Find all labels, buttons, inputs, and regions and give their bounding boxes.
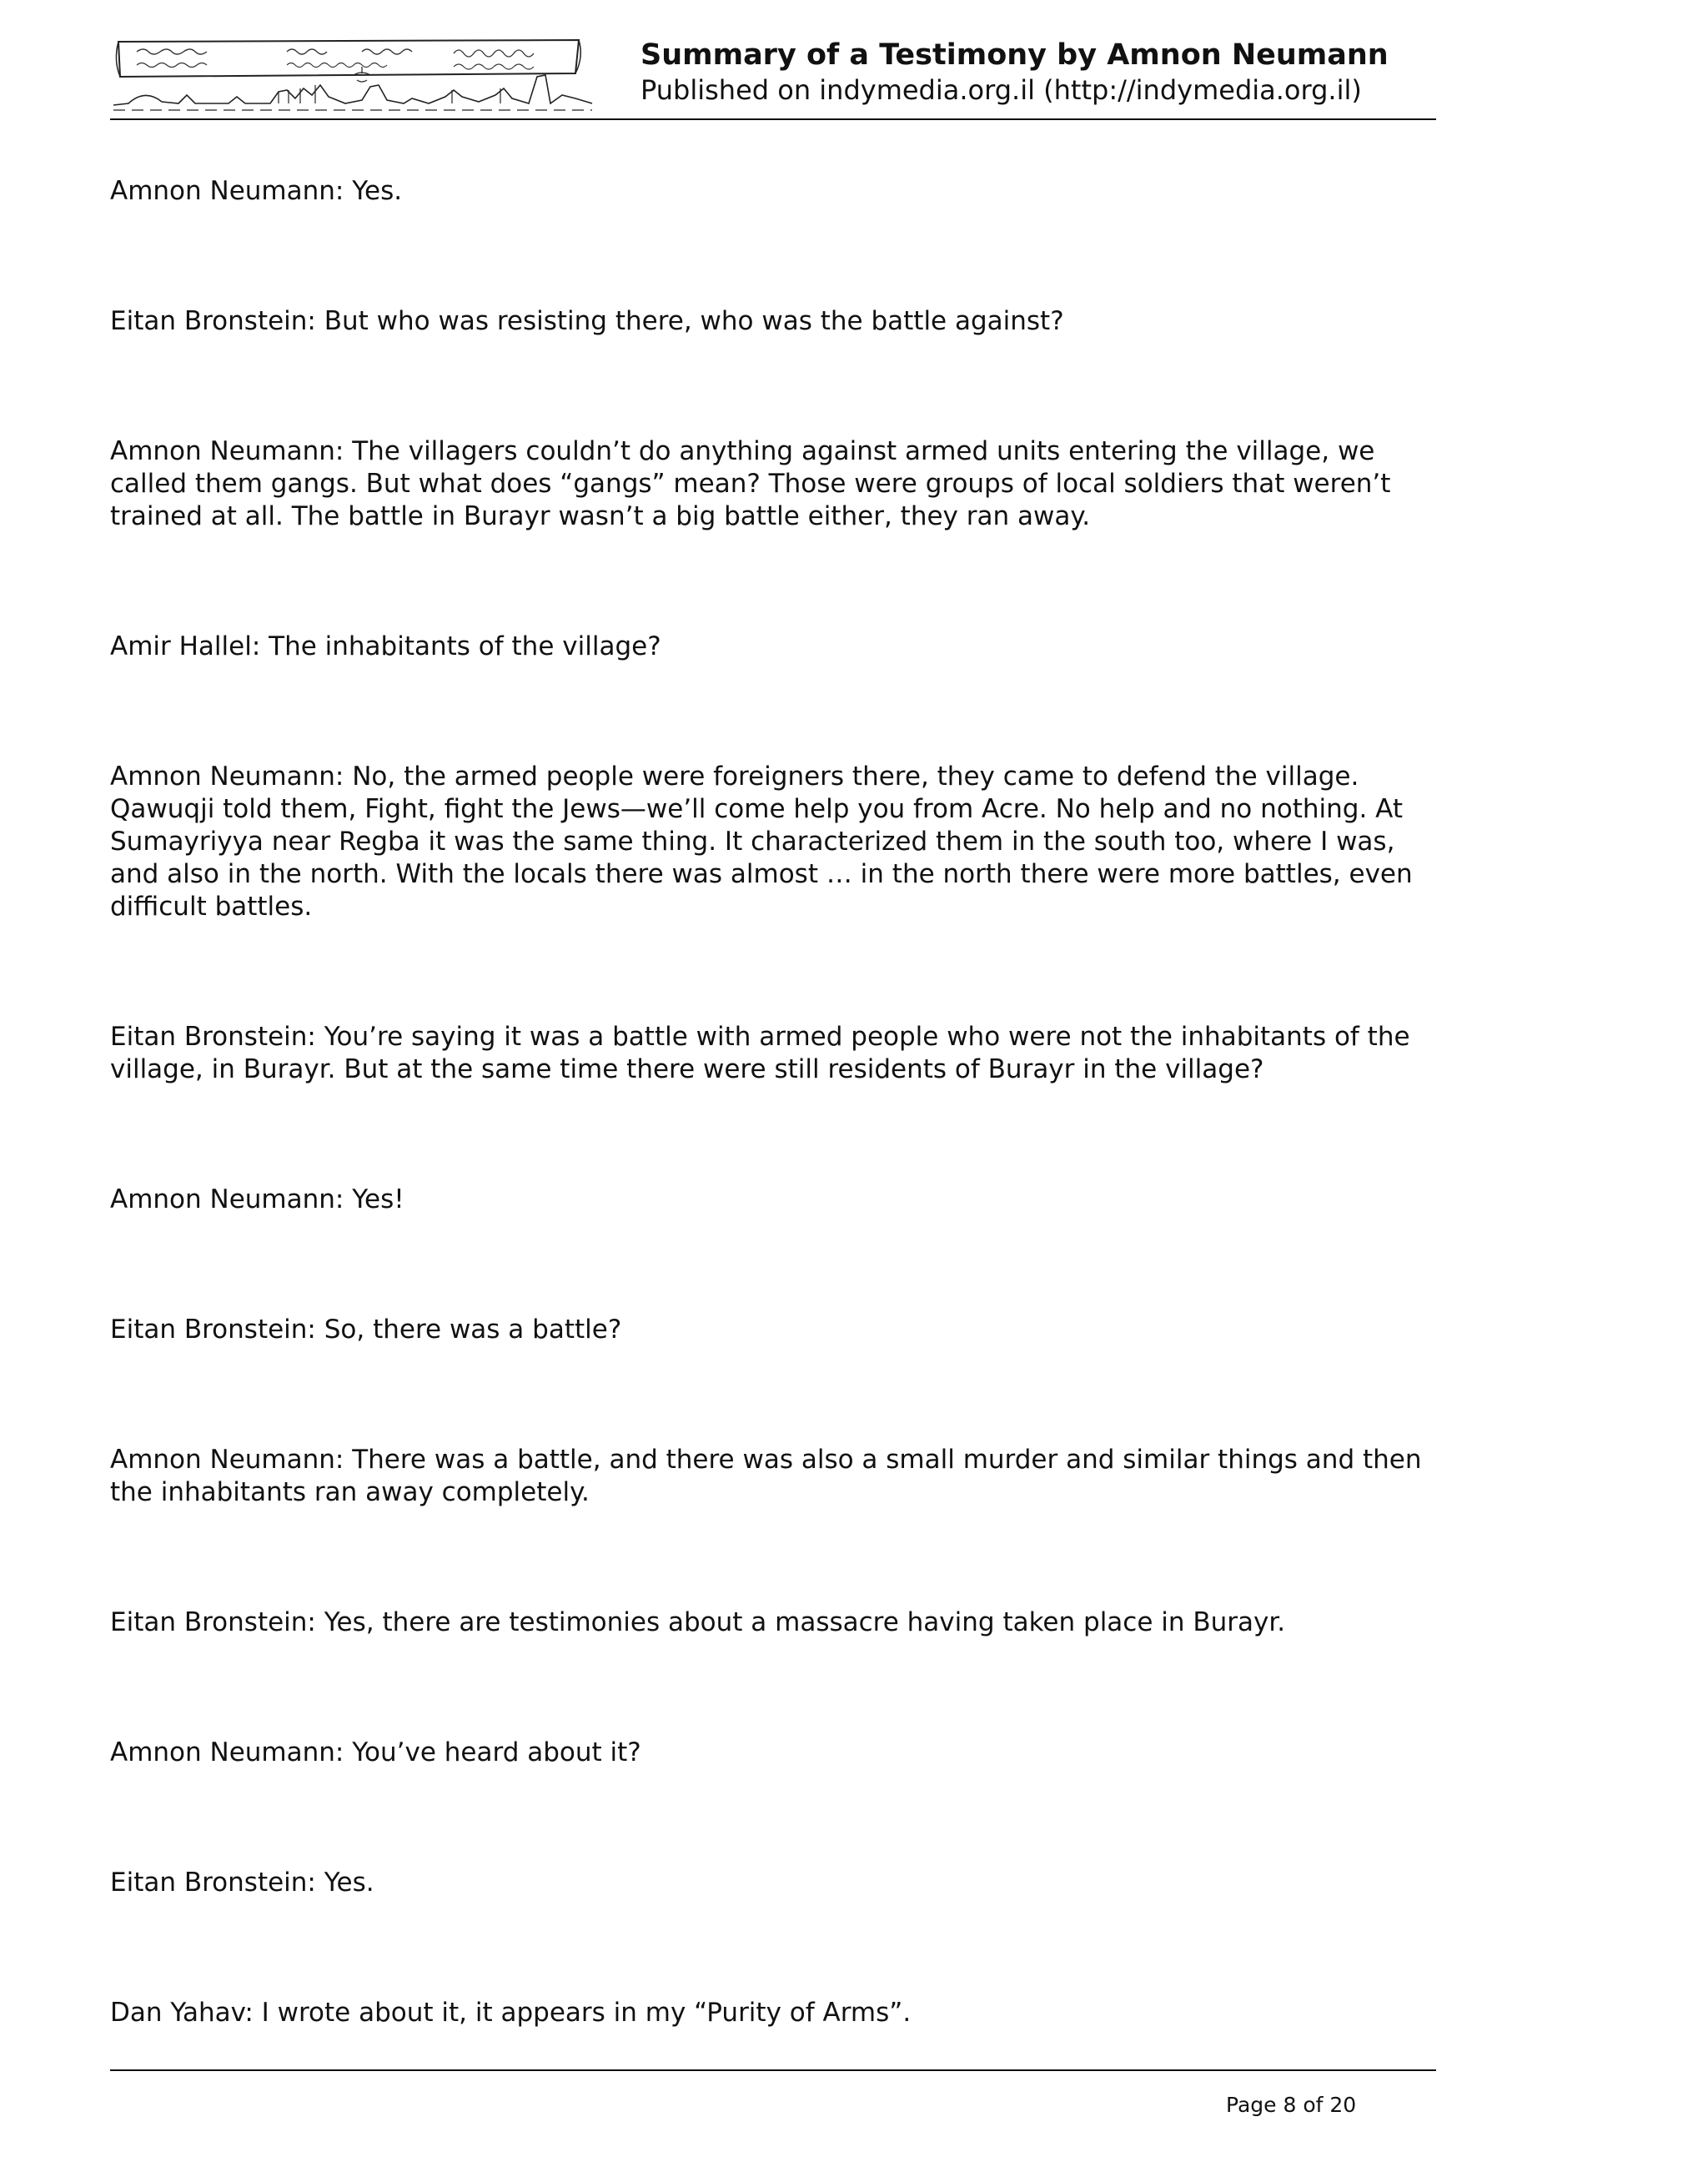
document-title: Summary of a Testimony by Amnon Neumann bbox=[640, 38, 1389, 72]
transcript-paragraph: Eitan Bronstein: You’re saying it was a battle with armed people who were not the inhabitants of the village, in Burayr. But at the same time there were still residents of Burayr in the village? bbox=[110, 1022, 1410, 1084]
transcript-paragraph: Eitan Bronstein: Yes. bbox=[110, 1868, 374, 1898]
transcript-paragraph: Amnon Neumann: You’ve heard about it? bbox=[110, 1737, 641, 1767]
transcript-paragraph: Amnon Neumann: Yes. bbox=[110, 176, 403, 206]
transcript-paragraph: Amnon Neumann: The villagers couldn’t do anything against armed units entering the village, we called them gangs. But what does “gangs” mean? Those were groups of local soldiers that weren’t trained at all. The battle in Burayr wasn’t a big battle either, they ran away. bbox=[110, 436, 1391, 531]
document-source: Published on indymedia.org.il (http://indymedia.org.il) bbox=[640, 74, 1362, 106]
transcript-paragraph: Eitan Bronstein: But who was resisting there, who was the battle against? bbox=[110, 306, 1064, 336]
transcript-body bbox=[110, 175, 1436, 2029]
transcript-paragraph: Amnon Neumann: There was a battle, and there was also a small murder and similar things and then the inhabitants ran away completely. bbox=[110, 1445, 1422, 1507]
transcript-paragraph: Amir Hallel: The inhabitants of the village? bbox=[110, 631, 661, 661]
transcript-paragraph: Amnon Neumann: Yes! bbox=[110, 1184, 404, 1214]
indymedia-logo bbox=[112, 37, 594, 112]
header-title-block bbox=[640, 37, 1389, 107]
transcript-paragraph: Dan Yahav: I wrote about it, it appears in my “Purity of Arms”. bbox=[110, 1998, 912, 2028]
transcript-paragraph: Amnon Neumann: No, the armed people were foreigners there, they came to defend the village. Qawuqji told them, Fight, fight the Jews—we’ll come help you from Acre. No help and no nothing. At Sumayriyya near Regba it was the same thing. It characterized them in the south too, where I was, and also in the north. With the locals there was almost … in the north there were more battles, even difficult battles. bbox=[110, 762, 1413, 922]
transcript-paragraph: Eitan Bronstein: Yes, there are testimonies about a massacre having taken place in Burayr. bbox=[110, 1607, 1286, 1637]
indymedia-logo-drawing bbox=[112, 37, 594, 112]
page-number: Page 8 of 20 bbox=[1226, 2093, 1357, 2117]
footer-divider bbox=[110, 2069, 1436, 2071]
transcript-paragraph: Eitan Bronstein: So, there was a battle? bbox=[110, 1315, 622, 1345]
page-header bbox=[110, 33, 1436, 120]
